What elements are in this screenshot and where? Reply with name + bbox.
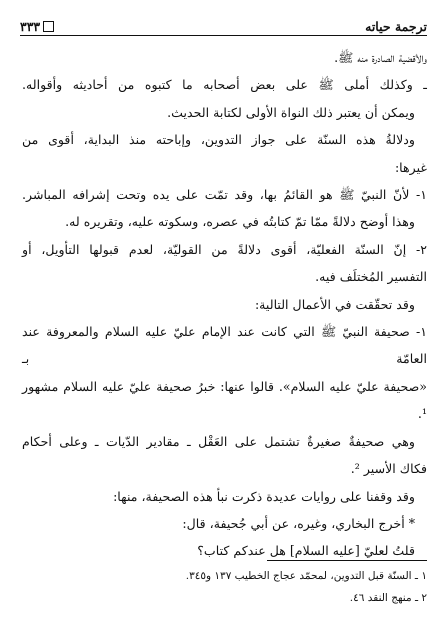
text-line: غيرها: xyxy=(394,159,427,175)
text-line: وقد وقفنا على روايات عديدة ذكرت نبأ هذه الصحيفة، منها: xyxy=(113,488,415,504)
text-line: فكاك الأسير ². xyxy=(350,461,427,477)
footnote: ٢ ـ منهج النقد ٤٦. xyxy=(349,592,427,604)
text-line: وهذا أوضح دلالةً ممّا تمّ كتابتُه في عصره، وسكوته عليه، وتقريره له. xyxy=(65,214,415,230)
text-line: «صحيفة عليّ عليه السلام». قالوا عنها: خبرُ صحيفة عليّ عليه السلام مشهور ¹. xyxy=(22,378,427,422)
header-rule xyxy=(20,35,427,36)
text-line: وقد تحقّقت في الأعمال التالية: xyxy=(254,296,415,312)
text-line: قلتُ لعليّ [عليه السلام] هل عندكم كتاب؟ xyxy=(197,543,415,559)
text-line: ودلالةُ هذه السنّة على جواز التدوين، وإباحته منذ البداية، أقوى من xyxy=(22,132,415,148)
text-line: وهي صحيفةٌ صغيرةٌ تشتمل على العَقْل ـ مقادير الدّيات ـ وعلى أحكام xyxy=(22,433,415,449)
footnote: ١ ـ السنّة قبل التدوين، لمحمّد عجاج الخطيب ١٣٧ و٣٤٥. xyxy=(185,570,427,582)
text-line: * أخرج البخاري، وغيره، عن أبي جُحيفة، قال: xyxy=(182,515,415,531)
text-line: التفسير المُختلَف فيه. xyxy=(315,269,427,285)
main-text xyxy=(22,44,427,565)
running-header xyxy=(20,14,427,34)
text-line: ١- صحيفة النبيّ ﷺ التي كانت عند الإمام عليّ عليه السلام والمعروفة عند العامّة بـ xyxy=(22,324,427,367)
text-line: والأقضية الصادرة منه ﷺ. xyxy=(334,50,427,65)
text-line: ١- لأنّ النبيّ ﷺ هو القائمُ بها، وقد تمّت على يده وتحت إشرافه المباشر. xyxy=(22,187,427,203)
text-line: ٢- إنّ السنّة الفعليّة، أقوى دلالةً من القوليّة، لعدم قبولها التأويل، أو xyxy=(22,241,427,257)
text-line: ويمكن أن يعتبر ذلك النواة الأولى لكتابة الحديث. xyxy=(167,104,415,120)
page-number-text: ٣٣٣ xyxy=(20,19,41,34)
text-line: ـ وكذلك أملى ﷺ على بعض أصحابه ما كتبوه من أحاديثه وأقواله. xyxy=(22,77,427,93)
square-ornament-icon xyxy=(43,21,54,32)
footnote-rule xyxy=(267,560,427,561)
chapter-title: ترجمة حياته xyxy=(365,19,427,34)
footnotes xyxy=(22,565,427,609)
page-number xyxy=(20,19,54,34)
